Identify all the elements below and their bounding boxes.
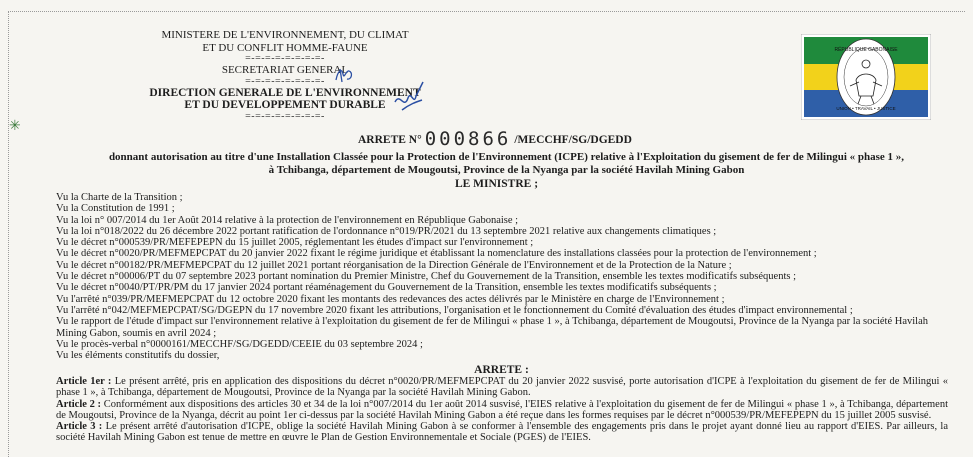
separator-2: =-=-=-=-=-=-=-=- [245,75,325,87]
visa-item: Vu l'arrêté n°042/MEFMEPCPAT/SG/DGEPN du 17 novembre 2020 fixant les attributions, l'organisation et le fonctionnement du Comité d'évaluation des études d'impact environnemental ; [56,304,853,316]
arrete-subject [60,151,953,176]
visa-item: Vu la loi n°018/2022 du 26 décembre 2022 portant ratification de l'ordonnance n°019/PR/2021 du 13 septembre 2021 relative aux changements climatiques ; [56,225,717,237]
separator-3: =-=-=-=-=-=-=-=- [245,110,325,122]
top-border [8,11,965,12]
visa-item: Vu la loi n° 007/2014 du 1er Août 2014 relative à la protection de l'environnement en République Gabonaise ; [56,214,519,226]
gabon-seal-logo [801,34,931,120]
visa-item: Vu le décret n°00182/PR/MEFMEPCPAT du 12 juillet 2021 portant réorganisation de la Direction Générale de l'Environnement et de la Protection de la Nature ; [56,259,732,271]
visa-item: Vu l'arrêté n°039/PR/MEFMEPCPAT du 12 octobre 2020 fixant les montants des redevances des actes délivrés par le Ministère en charge de l'Environnement ; [56,293,725,305]
seal-top-text: RÉPUBLIQUE GABONAISE [834,47,898,53]
decorative-star-icon: ✳ [9,119,21,134]
le-ministre-heading: LE MINISTRE ; [454,178,539,190]
arrete-number: 000866 [424,128,512,150]
article-1 [56,376,948,399]
visa-item: Vu le procès-verbal n°0000161/MECCHF/SG/DGEDD/CEEIE du 03 septembre 2024 ; [56,338,423,350]
article-text: Le présent arrêté d'autorisation d'ICPE, oblige la société Havilah Mining Gabon à se conformer à l'ensemble des engagements pris dans le projet ayant donné lieu au rapport d'EIES. Par ailleurs, la société Havilah Mining Gabon est tenue de mettre en œuvre le Plan de Gestion Environnementale et Sociale (PGES) de l'EIES. [56,421,948,444]
subject-line-2: à Tchibanga, département de Mougoutsi, Province de la Nyanga par la société Havilah Mining Gabon [268,163,745,176]
article-text: Le présent arrêté, pris en application des dispositions du décret n°0020/PR/MEFMEPCPAT du 20 janvier 2022 susvisé, porte autorisation d'ICPE à l'exploitation du gisement de fer de Milingui « phase 1 », à Tchibanga, département de Mougoutsi, Province de la Nyanga par la société Havilah Mining Gabon. [56,376,948,399]
arrete-suffix: /MECCHF/SG/DGEDD [514,134,632,146]
direction-line-1: DIRECTION GENERALE DE L'ENVIRONNEMENT [149,86,421,99]
article-3 [56,421,948,444]
visa-item: Vu les éléments constitutifs du dossier, [56,350,220,362]
article-2 [56,399,948,422]
arrete-prefix: ARRETE N° [358,134,422,146]
article-label: Article 2 : [56,398,102,410]
visa-item: Vu la Charte de la Transition ; [56,192,183,203]
articles [56,376,948,444]
left-border [8,11,9,457]
visas-list [56,192,956,361]
subject-line-1: donnant autorisation au titre d'une Installation Classée pour la Protection de l'Environnement (ICPE) relative à l'Exploitation du gisement de fer de Milingui « phase 1 », [108,151,905,163]
visa-item: Vu le décret n°00006/PT du 07 septembre 2023 portant nomination du Premier Ministre, Chef du Gouvernement de la Transition, ensemble les textes modificatifs subséquents ; [56,271,796,283]
article-text: Conformément aux dispositions des articles 30 et 34 de la loi n°007/2014 du 1er août 2014 susvisé, l'EIES relative à l'exploitation du gisement de fer de Milingui « phase 1 », à Tchibanga, département de Mougoutsi, Province de la Nyanga, décrit au point 1er ci-dessus par la société Havilah Mining Gabon a été reçue dans les formes requises par le décret n°000539/PR/MEFEPEPN du 15 juillet 2005 susvisé. [56,398,948,421]
visa-item: Vu le décret n°0040/PT/PR/PM du 17 janvier 2024 portant réaménagement du Gouvernement de la Transition, ensemble les textes modificatifs subséquents ; [56,282,717,294]
visa-item: Vu le décret n°0020/PR/MEFMEPCPAT du 20 janvier 2022 fixant le régime juridique et établissant la nomenclature des installations classées pour la protection de l'environnement ; [56,248,817,260]
visa-item: Vu la Constitution de 1991 ; [56,203,175,215]
separator-1: =-=-=-=-=-=-=-=- [245,53,325,64]
ministry-line-2: ET DU CONFLIT HOMME-FAUNE [202,41,368,54]
seal-bottom-text: UNION • TRAVAIL • JUSTICE [836,106,896,111]
initials-signature-icon [334,66,356,84]
arrete-number-line [358,128,632,150]
direction-line-2: ET DU DEVELOPPEMENT DURABLE [184,99,386,111]
handwritten-signature-icon [392,80,426,114]
arrete-heading: ARRETE : [474,364,529,376]
ministry-line-1: MINISTERE DE L'ENVIRONNEMENT, DU CLIMAT [161,29,409,41]
article-label: Article 3 : [56,421,103,433]
article-label: Article 1er : [56,376,112,387]
secretariat-general: SECRETARIAT GENERAL [221,64,349,76]
visa-item: Vu le rapport de l'étude d'impact sur l'environnement relative à l'exploitation du gisement de fer de Milingui « phase 1 », à Tchibanga, département de Mougoutsi, Province de la Nyanga par la société Havilah Mining Gabon, soumis en avril 2024 ; [56,316,928,339]
visa-item: Vu le décret n°000539/PR/MEFEPEPN du 15 juillet 2005, réglementant les études d'impact sur l'environnement ; [56,237,534,249]
